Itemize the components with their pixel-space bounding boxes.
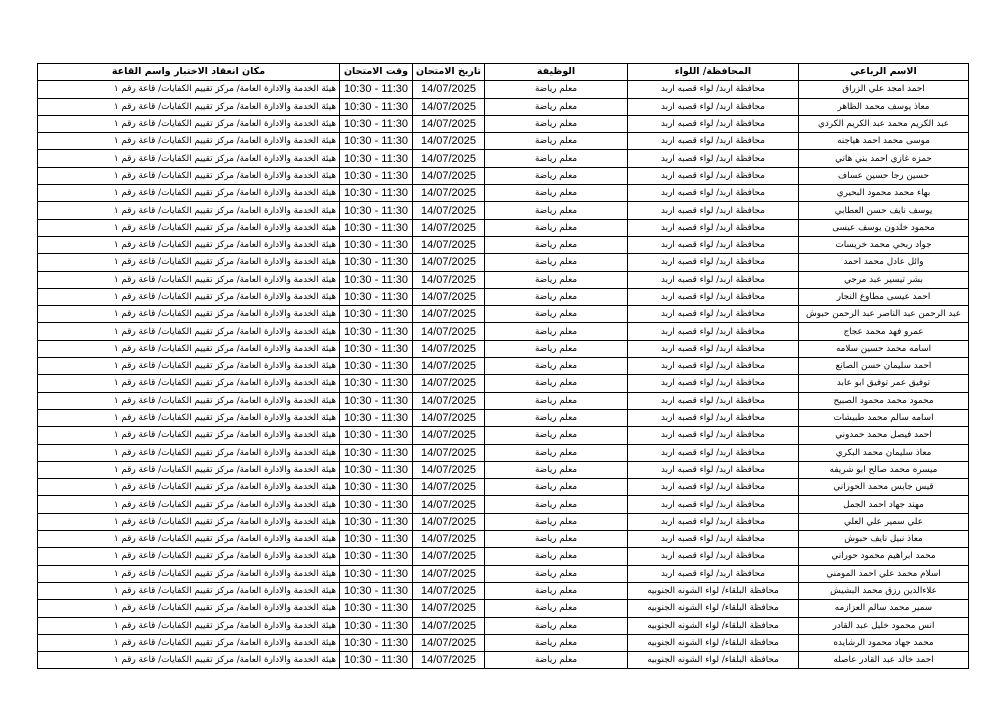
- cell-date: 14/07/2025: [413, 288, 485, 305]
- cell-date: 14/07/2025: [413, 167, 485, 184]
- cell-date: 14/07/2025: [413, 496, 485, 513]
- cell-time: 10:30 - 11:30: [340, 254, 413, 271]
- cell-time: 10:30 - 11:30: [340, 496, 413, 513]
- cell-location: هيئة الخدمة والادارة العامة/ مركز تقييم الكفايات/ قاعة رقم ١: [38, 444, 340, 461]
- cell-location: هيئة الخدمة والادارة العامة/ مركز تقييم الكفايات/ قاعة رقم ١: [38, 98, 340, 115]
- cell-name: عمرو فهد محمد عجاج: [799, 323, 969, 340]
- cell-governorate: محافظة اربد/ لواء قصبه اربد: [628, 565, 799, 582]
- table-row: [38, 427, 969, 444]
- cell-location: هيئة الخدمة والادارة العامة/ مركز تقييم الكفايات/ قاعة رقم ١: [38, 81, 340, 98]
- cell-job: معلم رياضة: [485, 392, 628, 409]
- cell-location: هيئة الخدمة والادارة العامة/ مركز تقييم الكفايات/ قاعة رقم ١: [38, 202, 340, 219]
- cell-date: 14/07/2025: [413, 582, 485, 599]
- cell-job: معلم رياضة: [485, 323, 628, 340]
- cell-time: 10:30 - 11:30: [340, 323, 413, 340]
- cell-name: بهاء محمد محمود البحيري: [799, 185, 969, 202]
- cell-location: هيئة الخدمة والادارة العامة/ مركز تقييم الكفايات/ قاعة رقم ١: [38, 565, 340, 582]
- cell-name: عبد الرحمن عبد الناصر عبد الرحمن حبوش: [799, 306, 969, 323]
- table-row: [38, 444, 969, 461]
- cell-governorate: محافظة اربد/ لواء قصبه اربد: [628, 461, 799, 478]
- cell-time: 10:30 - 11:30: [340, 565, 413, 582]
- cell-job: معلم رياضة: [485, 81, 628, 98]
- cell-location: هيئة الخدمة والادارة العامة/ مركز تقييم الكفايات/ قاعة رقم ١: [38, 150, 340, 167]
- cell-governorate: محافظة اربد/ لواء قصبه اربد: [628, 340, 799, 357]
- cell-date: 14/07/2025: [413, 185, 485, 202]
- cell-name: احمد خالد عبد القادر عاصله: [799, 652, 969, 669]
- cell-governorate: محافظة اربد/ لواء قصبه اربد: [628, 375, 799, 392]
- cell-job: معلم رياضة: [485, 98, 628, 115]
- cell-time: 10:30 - 11:30: [340, 150, 413, 167]
- table-row: [38, 323, 969, 340]
- cell-governorate: محافظة البلقاء/ لواء الشونه الجنوبيه: [628, 617, 799, 634]
- cell-date: 14/07/2025: [413, 617, 485, 634]
- cell-date: 14/07/2025: [413, 340, 485, 357]
- cell-name: حمزه غازي احمد بني هاني: [799, 150, 969, 167]
- cell-location: هيئة الخدمة والادارة العامة/ مركز تقييم الكفايات/ قاعة رقم ١: [38, 133, 340, 150]
- cell-governorate: محافظة اربد/ لواء قصبه اربد: [628, 150, 799, 167]
- cell-job: معلم رياضة: [485, 185, 628, 202]
- cell-location: هيئة الخدمة والادارة العامة/ مركز تقييم الكفايات/ قاعة رقم ١: [38, 323, 340, 340]
- cell-governorate: محافظة البلقاء/ لواء الشونه الجنوبيه: [628, 634, 799, 651]
- cell-job: معلم رياضة: [485, 444, 628, 461]
- cell-date: 14/07/2025: [413, 202, 485, 219]
- table-row: [38, 340, 969, 357]
- table-row: [38, 219, 969, 236]
- cell-governorate: محافظة اربد/ لواء قصبه اربد: [628, 219, 799, 236]
- cell-name: محمود محمد محمود الصبيح: [799, 392, 969, 409]
- cell-time: 10:30 - 11:30: [340, 115, 413, 132]
- cell-governorate: محافظة اربد/ لواء قصبه اربد: [628, 427, 799, 444]
- cell-date: 14/07/2025: [413, 271, 485, 288]
- cell-governorate: محافظة اربد/ لواء قصبه اربد: [628, 98, 799, 115]
- cell-date: 14/07/2025: [413, 133, 485, 150]
- cell-time: 10:30 - 11:30: [340, 634, 413, 651]
- cell-location: هيئة الخدمة والادارة العامة/ مركز تقييم الكفايات/ قاعة رقم ١: [38, 271, 340, 288]
- cell-name: ميسره محمد صالح ابو شريفه: [799, 461, 969, 478]
- cell-governorate: محافظة اربد/ لواء قصبه اربد: [628, 167, 799, 184]
- cell-date: 14/07/2025: [413, 531, 485, 548]
- cell-location: هيئة الخدمة والادارة العامة/ مركز تقييم الكفايات/ قاعة رقم ١: [38, 531, 340, 548]
- cell-time: 10:30 - 11:30: [340, 358, 413, 375]
- cell-time: 10:30 - 11:30: [340, 582, 413, 599]
- cell-date: 14/07/2025: [413, 461, 485, 478]
- cell-location: هيئة الخدمة والادارة العامة/ مركز تقييم الكفايات/ قاعة رقم ١: [38, 392, 340, 409]
- cell-job: معلم رياضة: [485, 531, 628, 548]
- cell-governorate: محافظة اربد/ لواء قصبه اربد: [628, 409, 799, 426]
- cell-location: هيئة الخدمة والادارة العامة/ مركز تقييم الكفايات/ قاعة رقم ١: [38, 219, 340, 236]
- table-body: [38, 81, 969, 669]
- cell-governorate: محافظة اربد/ لواء قصبه اربد: [628, 513, 799, 530]
- cell-governorate: محافظة البلقاء/ لواء الشونه الجنوبيه: [628, 582, 799, 599]
- cell-time: 10:30 - 11:30: [340, 392, 413, 409]
- cell-time: 10:30 - 11:30: [340, 444, 413, 461]
- header-job: الوظيفة: [485, 64, 628, 81]
- cell-time: 10:30 - 11:30: [340, 202, 413, 219]
- cell-date: 14/07/2025: [413, 358, 485, 375]
- table-row: [38, 202, 969, 219]
- exam-schedule-table: [37, 63, 969, 669]
- cell-time: 10:30 - 11:30: [340, 652, 413, 669]
- table-row: [38, 634, 969, 651]
- cell-date: 14/07/2025: [413, 150, 485, 167]
- cell-name: محمد ابراهيم محمود حوراني: [799, 548, 969, 565]
- cell-date: 14/07/2025: [413, 444, 485, 461]
- header-governorate: المحافظة/ اللواء: [628, 64, 799, 81]
- table-row: [38, 133, 969, 150]
- cell-time: 10:30 - 11:30: [340, 461, 413, 478]
- table-row: [38, 531, 969, 548]
- cell-governorate: محافظة اربد/ لواء قصبه اربد: [628, 392, 799, 409]
- cell-governorate: محافظة اربد/ لواء قصبه اربد: [628, 444, 799, 461]
- cell-date: 14/07/2025: [413, 254, 485, 271]
- cell-location: هيئة الخدمة والادارة العامة/ مركز تقييم الكفايات/ قاعة رقم ١: [38, 617, 340, 634]
- cell-time: 10:30 - 11:30: [340, 340, 413, 357]
- cell-name: توفيق عمر توفيق ابو عابد: [799, 375, 969, 392]
- cell-time: 10:30 - 11:30: [340, 185, 413, 202]
- cell-governorate: محافظة اربد/ لواء قصبه اربد: [628, 531, 799, 548]
- cell-governorate: محافظة البلقاء/ لواء الشونه الجنوبيه: [628, 652, 799, 669]
- cell-name: سمير محمد سالم العزازمه: [799, 600, 969, 617]
- cell-job: معلم رياضة: [485, 409, 628, 426]
- cell-job: معلم رياضة: [485, 634, 628, 651]
- cell-location: هيئة الخدمة والادارة العامة/ مركز تقييم الكفايات/ قاعة رقم ١: [38, 185, 340, 202]
- table-row: [38, 548, 969, 565]
- table-row: [38, 617, 969, 634]
- cell-location: هيئة الخدمة والادارة العامة/ مركز تقييم الكفايات/ قاعة رقم ١: [38, 115, 340, 132]
- cell-location: هيئة الخدمة والادارة العامة/ مركز تقييم الكفايات/ قاعة رقم ١: [38, 652, 340, 669]
- table-row: [38, 288, 969, 305]
- cell-date: 14/07/2025: [413, 115, 485, 132]
- cell-date: 14/07/2025: [413, 98, 485, 115]
- cell-job: معلم رياضة: [485, 652, 628, 669]
- cell-name: احمد فيصل محمد حمدوني: [799, 427, 969, 444]
- cell-time: 10:30 - 11:30: [340, 513, 413, 530]
- cell-governorate: محافظة اربد/ لواء قصبه اربد: [628, 479, 799, 496]
- cell-name: جواد ربحي محمد خريسات: [799, 236, 969, 253]
- table-row: [38, 358, 969, 375]
- cell-governorate: محافظة اربد/ لواء قصبه اربد: [628, 358, 799, 375]
- table-row: [38, 98, 969, 115]
- cell-location: هيئة الخدمة والادارة العامة/ مركز تقييم الكفايات/ قاعة رقم ١: [38, 254, 340, 271]
- table-row: [38, 81, 969, 98]
- header-time: وقت الامتحان: [340, 64, 413, 81]
- header-date: تاريخ الامتحان: [413, 64, 485, 81]
- cell-name: انس محمود خليل عبد القادر: [799, 617, 969, 634]
- cell-date: 14/07/2025: [413, 375, 485, 392]
- cell-job: معلم رياضة: [485, 617, 628, 634]
- cell-location: هيئة الخدمة والادارة العامة/ مركز تقييم الكفايات/ قاعة رقم ١: [38, 167, 340, 184]
- cell-job: معلم رياضة: [485, 288, 628, 305]
- cell-governorate: محافظة اربد/ لواء قصبه اربد: [628, 81, 799, 98]
- cell-job: معلم رياضة: [485, 306, 628, 323]
- cell-governorate: محافظة اربد/ لواء قصبه اربد: [628, 548, 799, 565]
- table-row: [38, 375, 969, 392]
- cell-governorate: محافظة البلقاء/ لواء الشونه الجنوبيه: [628, 600, 799, 617]
- cell-governorate: محافظة اربد/ لواء قصبه اربد: [628, 202, 799, 219]
- cell-time: 10:30 - 11:30: [340, 133, 413, 150]
- table-row: [38, 150, 969, 167]
- cell-name: احمد امجد علي الزراق: [799, 81, 969, 98]
- cell-date: 14/07/2025: [413, 634, 485, 651]
- cell-date: 14/07/2025: [413, 600, 485, 617]
- table-row: [38, 392, 969, 409]
- cell-location: هيئة الخدمة والادارة العامة/ مركز تقييم الكفايات/ قاعة رقم ١: [38, 306, 340, 323]
- cell-location: هيئة الخدمة والادارة العامة/ مركز تقييم الكفايات/ قاعة رقم ١: [38, 461, 340, 478]
- cell-job: معلم رياضة: [485, 254, 628, 271]
- cell-time: 10:30 - 11:30: [340, 427, 413, 444]
- cell-job: معلم رياضة: [485, 167, 628, 184]
- cell-date: 14/07/2025: [413, 219, 485, 236]
- cell-name: موسى محمد احمد هياجنه: [799, 133, 969, 150]
- cell-time: 10:30 - 11:30: [340, 271, 413, 288]
- cell-time: 10:30 - 11:30: [340, 81, 413, 98]
- cell-job: معلم رياضة: [485, 358, 628, 375]
- table-row: [38, 306, 969, 323]
- cell-job: معلم رياضة: [485, 600, 628, 617]
- cell-job: معلم رياضة: [485, 479, 628, 496]
- table-row: [38, 409, 969, 426]
- table-row: [38, 236, 969, 253]
- table-row: [38, 115, 969, 132]
- cell-date: 14/07/2025: [413, 652, 485, 669]
- cell-date: 14/07/2025: [413, 306, 485, 323]
- cell-time: 10:30 - 11:30: [340, 288, 413, 305]
- cell-name: معاذ نبيل نايف حبوش: [799, 531, 969, 548]
- cell-location: هيئة الخدمة والادارة العامة/ مركز تقييم الكفايات/ قاعة رقم ١: [38, 358, 340, 375]
- cell-time: 10:30 - 11:30: [340, 479, 413, 496]
- cell-name: اسلام محمد علي احمد المومني: [799, 565, 969, 582]
- cell-date: 14/07/2025: [413, 513, 485, 530]
- cell-name: محمود خلدون يوسف عيسى: [799, 219, 969, 236]
- table-row: [38, 167, 969, 184]
- cell-name: احمد سليمان حسن الصانع: [799, 358, 969, 375]
- cell-time: 10:30 - 11:30: [340, 617, 413, 634]
- cell-date: 14/07/2025: [413, 565, 485, 582]
- cell-name: اسامه محمد حسين سلامه: [799, 340, 969, 357]
- cell-job: معلم رياضة: [485, 427, 628, 444]
- cell-job: معلم رياضة: [485, 150, 628, 167]
- cell-time: 10:30 - 11:30: [340, 167, 413, 184]
- table-row: [38, 185, 969, 202]
- cell-name: عبد الكريم محمد عبد الكريم الكردي: [799, 115, 969, 132]
- cell-name: احمد عيسى مطاوع النجار: [799, 288, 969, 305]
- cell-governorate: محافظة اربد/ لواء قصبه اربد: [628, 236, 799, 253]
- cell-job: معلم رياضة: [485, 582, 628, 599]
- cell-name: محمد جهاد محمود الرشايده: [799, 634, 969, 651]
- cell-location: هيئة الخدمة والادارة العامة/ مركز تقييم الكفايات/ قاعة رقم ١: [38, 236, 340, 253]
- cell-name: بشر تيسير عبد مرجي: [799, 271, 969, 288]
- cell-governorate: محافظة اربد/ لواء قصبه اربد: [628, 185, 799, 202]
- cell-governorate: محافظة اربد/ لواء قصبه اربد: [628, 133, 799, 150]
- cell-job: معلم رياضة: [485, 548, 628, 565]
- table-row: [38, 513, 969, 530]
- cell-name: اسامه سالم محمد طبيشات: [799, 409, 969, 426]
- cell-governorate: محافظة اربد/ لواء قصبه اربد: [628, 271, 799, 288]
- cell-time: 10:30 - 11:30: [340, 548, 413, 565]
- cell-location: هيئة الخدمة والادارة العامة/ مركز تقييم الكفايات/ قاعة رقم ١: [38, 340, 340, 357]
- cell-governorate: محافظة اربد/ لواء قصبه اربد: [628, 306, 799, 323]
- cell-location: هيئة الخدمة والادارة العامة/ مركز تقييم الكفايات/ قاعة رقم ١: [38, 288, 340, 305]
- cell-location: هيئة الخدمة والادارة العامة/ مركز تقييم الكفايات/ قاعة رقم ١: [38, 427, 340, 444]
- table-row: [38, 652, 969, 669]
- cell-date: 14/07/2025: [413, 409, 485, 426]
- cell-governorate: محافظة اربد/ لواء قصبه اربد: [628, 115, 799, 132]
- cell-location: هيئة الخدمة والادارة العامة/ مركز تقييم الكفايات/ قاعة رقم ١: [38, 479, 340, 496]
- table-row: [38, 582, 969, 599]
- cell-governorate: محافظة اربد/ لواء قصبه اربد: [628, 496, 799, 513]
- cell-location: هيئة الخدمة والادارة العامة/ مركز تقييم الكفايات/ قاعة رقم ١: [38, 582, 340, 599]
- cell-job: معلم رياضة: [485, 236, 628, 253]
- cell-name: يوسف نايف حسن العطابي: [799, 202, 969, 219]
- cell-location: هيئة الخدمة والادارة العامة/ مركز تقييم الكفايات/ قاعة رقم ١: [38, 600, 340, 617]
- cell-date: 14/07/2025: [413, 427, 485, 444]
- table-row: [38, 565, 969, 582]
- cell-governorate: محافظة اربد/ لواء قصبه اربد: [628, 323, 799, 340]
- cell-name: معاذ سليمان محمد البكري: [799, 444, 969, 461]
- cell-time: 10:30 - 11:30: [340, 219, 413, 236]
- cell-job: معلم رياضة: [485, 271, 628, 288]
- cell-location: هيئة الخدمة والادارة العامة/ مركز تقييم الكفايات/ قاعة رقم ١: [38, 496, 340, 513]
- cell-date: 14/07/2025: [413, 392, 485, 409]
- header-row: [38, 64, 969, 81]
- header-name: الاسم الرباعي: [799, 64, 969, 81]
- cell-location: هيئة الخدمة والادارة العامة/ مركز تقييم الكفايات/ قاعة رقم ١: [38, 548, 340, 565]
- cell-job: معلم رياضة: [485, 202, 628, 219]
- table-row: [38, 600, 969, 617]
- cell-governorate: محافظة اربد/ لواء قصبه اربد: [628, 254, 799, 271]
- cell-location: هيئة الخدمة والادارة العامة/ مركز تقييم الكفايات/ قاعة رقم ١: [38, 634, 340, 651]
- cell-name: وائل عادل محمد احمد: [799, 254, 969, 271]
- cell-job: معلم رياضة: [485, 340, 628, 357]
- header-location: مكان انعقاد الاختبار واسم القاعة: [38, 64, 340, 81]
- cell-location: هيئة الخدمة والادارة العامة/ مركز تقييم الكفايات/ قاعة رقم ١: [38, 513, 340, 530]
- cell-name: علي سمير علي العلي: [799, 513, 969, 530]
- cell-name: حسين رجا حسين عساف: [799, 167, 969, 184]
- table-row: [38, 254, 969, 271]
- cell-job: معلم رياضة: [485, 219, 628, 236]
- cell-name: علاءالدين رزق محمد البشيش: [799, 582, 969, 599]
- cell-date: 14/07/2025: [413, 548, 485, 565]
- cell-job: معلم رياضة: [485, 565, 628, 582]
- cell-date: 14/07/2025: [413, 323, 485, 340]
- cell-date: 14/07/2025: [413, 479, 485, 496]
- table-row: [38, 479, 969, 496]
- cell-date: 14/07/2025: [413, 81, 485, 98]
- cell-time: 10:30 - 11:30: [340, 531, 413, 548]
- cell-job: معلم رياضة: [485, 513, 628, 530]
- cell-time: 10:30 - 11:30: [340, 98, 413, 115]
- table-row: [38, 496, 969, 513]
- cell-time: 10:30 - 11:30: [340, 306, 413, 323]
- cell-location: هيئة الخدمة والادارة العامة/ مركز تقييم الكفايات/ قاعة رقم ١: [38, 375, 340, 392]
- cell-governorate: محافظة اربد/ لواء قصبه اربد: [628, 288, 799, 305]
- cell-job: معلم رياضة: [485, 115, 628, 132]
- cell-job: معلم رياضة: [485, 133, 628, 150]
- cell-name: معاذ يوسف محمد الظاهر: [799, 98, 969, 115]
- cell-job: معلم رياضة: [485, 461, 628, 478]
- cell-date: 14/07/2025: [413, 236, 485, 253]
- table-row: [38, 461, 969, 478]
- cell-name: مهند جهاد احمد الجمل: [799, 496, 969, 513]
- cell-time: 10:30 - 11:30: [340, 600, 413, 617]
- cell-job: معلم رياضة: [485, 496, 628, 513]
- cell-time: 10:30 - 11:30: [340, 375, 413, 392]
- cell-time: 10:30 - 11:30: [340, 409, 413, 426]
- cell-job: معلم رياضة: [485, 375, 628, 392]
- cell-time: 10:30 - 11:30: [340, 236, 413, 253]
- cell-location: هيئة الخدمة والادارة العامة/ مركز تقييم الكفايات/ قاعة رقم ١: [38, 409, 340, 426]
- table-row: [38, 271, 969, 288]
- cell-name: قيس جابس محمد الحوراني: [799, 479, 969, 496]
